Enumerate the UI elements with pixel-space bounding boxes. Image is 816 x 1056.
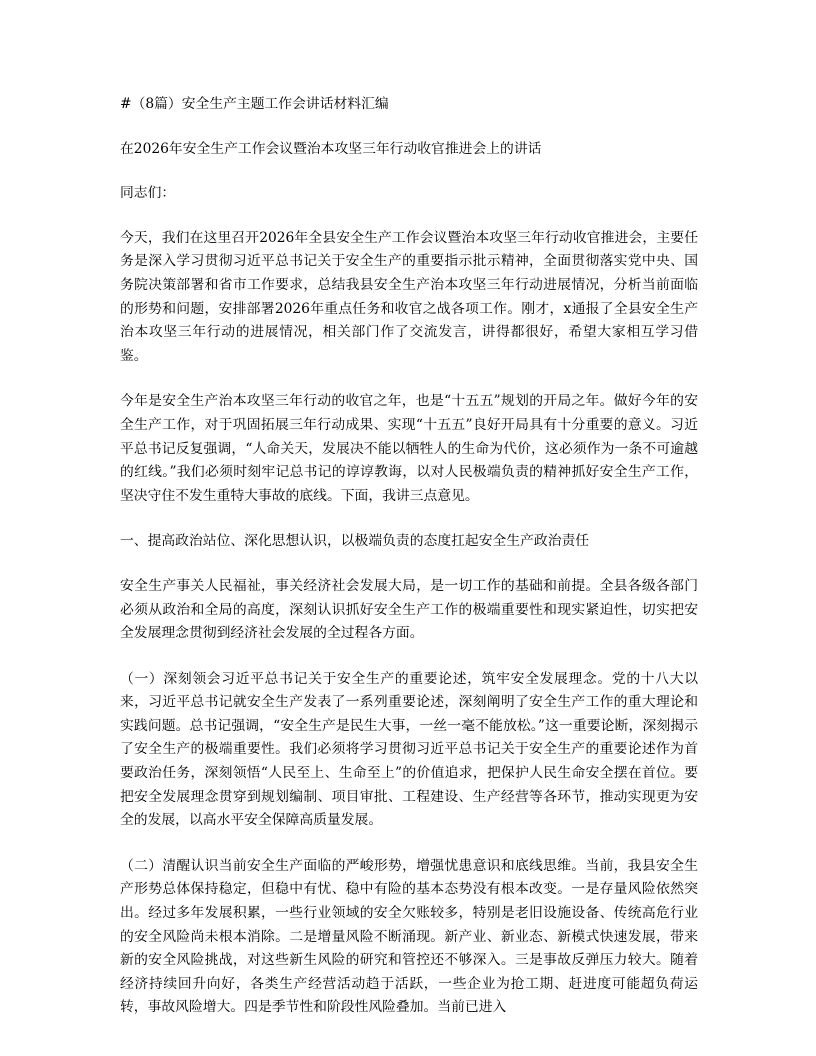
paragraph-section-1-intro: 安全生产事关人民福祉，事关经济社会发展大局，是一切工作的基础和前提。全县各级各部门必须从政治和全局的高度，深刻认识抓好安全生产工作的极端重要性和现实紧迫性，切实把安全发展理念贯彻到经济社会发展的全过程各方面。 (120, 577, 698, 642)
paragraph-subsection-2: （二）清醒认识当前安全生产面临的严峻形势，增强忧患意识和底线思维。当前，我县安全生产形势总体保持稳定，但稳中有忧、稳中有险的基本态势没有根本改变。一是存量风险依然突出。经过多年发展积累，一些行业领域的安全欠账较多，特别是老旧设施设备、传统高危行业的安全风险尚未根本消除。二是增量风险不断涌现。新产业、新业态、新模式快速发展，带来新的安全风险挑战，对这些新生风险的研究和管控还不够深入。三是事故反弹压力较大。随着经济持续回升向好，各类生产经营活动趋于活跃，一些企业为抢工期、赶进度可能超负荷运转，事故风险增大。四是季节性和阶段性风险叠加。当前已进入 (120, 857, 698, 1016)
paragraph-significance: 今年是安全生产治本攻坚三年行动的收官之年，也是“十五五”规划的开局之年。做好今年的安全生产工作，对于巩固拓展三年行动成果、实现“十五五”良好开局具有十分重要的意义。习近平总书记反复强调，“人命关天，发展决不能以牺牲人的生命为代价，这必须作为一条不可逾越的红线。”我们必须时刻牢记总书记的谆谆教诲，以对人民极端负责的精神抓好安全生产工作，坚决守住不发生重特大事故的底线。下面，我讲三点意见。 (120, 393, 698, 504)
document-subtitle: 在2026年安全生产工作会议暨治本攻坚三年行动收官推进会上的讲话 (120, 140, 542, 157)
paragraph-subsection-1: （一）深刻领会习近平总书记关于安全生产的重要论述，筑牢安全发展理念。党的十八大以来，习近平总书记就安全生产发表了一系列重要论述，深刻阐明了安全生产工作的重大理论和实践问题。总书记强调，“安全生产是民生大事，一丝一毫不能放松。”这一重要论断，深刻揭示了安全生产的极端重要性。我们必须将学习贯彻习近平总书记关于安全生产的重要论述作为首要政治任务，深刻领悟“人民至上、生命至上”的价值追求，把保护人民生命安全摆在首位。要把安全发展理念贯穿到规划编制、项目审批、工程建设、生产经营等各环节，推动实现更为安全的发展，以高水平安全保障高质量发展。 (120, 670, 698, 829)
paragraph-opening: 今天，我们在这里召开2026年全县安全生产工作会议暨治本攻坚三年行动收官推进会，主要任务是深入学习贯彻习近平总书记关于安全生产的重要指示批示精神，全面贯彻落实党中央、国务院决策部署和省市工作要求，总结我县安全生产治本攻坚三年行动进展情况，分析当前面临的形势和问题，安排部署2026年重点任务和收官之战各项工作。刚才，x通报了全县安全生产治本攻坚三年行动的进展情况，相关部门作了交流发言，讲得都很好，希望大家相互学习借鉴。 (120, 229, 698, 364)
document-heading: #（8篇）安全生产主题工作会讲话材料汇编 (120, 96, 389, 112)
document-page (120, 93, 698, 1042)
section-heading-1: 一、提高政治站位、深化思想认识，以极端负责的态度扛起安全生产政治责任 (120, 533, 590, 550)
salutation: 同志们： (120, 185, 176, 202)
